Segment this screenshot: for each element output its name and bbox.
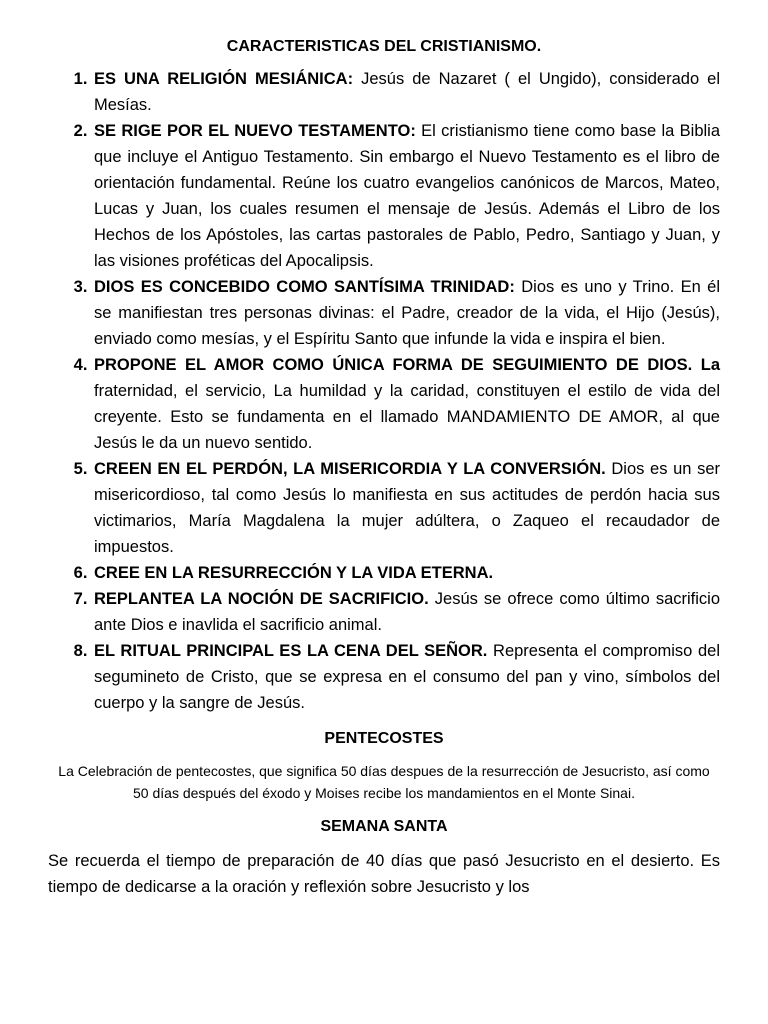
item-heading: SE RIGE POR EL NUEVO TESTAMENTO: <box>94 122 416 140</box>
list-item <box>92 456 720 560</box>
item-heading: REPLANTEA LA NOCIÓN DE SACRIFICIO. <box>94 590 429 608</box>
item-heading: EL RITUAL PRINCIPAL ES LA CENA DEL SEÑOR. <box>94 642 488 660</box>
item-body: fraternidad, el servicio, La humildad y la caridad, constituyen el estilo de vida del creyente. Esto se fundamenta en el llamado MANDAMIENTO DE AMOR, al que Jesús le da un nuevo sentido. <box>94 382 720 452</box>
item-body: Jesús de Nazaret ( el Ungido), considerado el Mesías. <box>94 70 720 114</box>
item-body: Dios es uno y Trino. En él se manifiestan tres personas divinas: el Padre, creador de la vida, el Hijo (Jesús), enviado como mesías, y el Espíritu Santo que infunde la vida e inspira el bien. <box>94 278 720 348</box>
item-heading: PROPONE EL AMOR COMO ÚNICA FORMA DE SEGUIMIENTO DE DIOS. La <box>94 356 720 374</box>
document-title: CARACTERISTICAS DEL CRISTIANISMO. <box>226 38 542 55</box>
characteristics-list <box>48 66 720 716</box>
item-body: Dios es un ser misericordioso, tal como Jesús lo manifiesta en sus actitudes de perdón hacia sus victimarios, María Magdalena la mujer adúltera, o Zaqueo el recaudador de impuestos. <box>94 460 720 556</box>
semana-santa-paragraph: Se recuerda el tiempo de preparación de 40 días que pasó Jesucristo en el desierto. Es tiempo de dedicarse a la oración y reflexión sobre Jesucristo y los <box>48 852 720 896</box>
item-body: Representa el compromiso del segumineto de Cristo, que se expresa en el consumo del pan y vino, símbolos del cuerpo y la sangre de Jesús. <box>94 642 720 712</box>
item-heading: ES UNA RELIGIÓN MESIÁNICA: <box>94 70 354 88</box>
item-body: Jesús se ofrece como último sacrificio ante Dios e inavlida el sacrificio animal. <box>94 590 720 634</box>
pentecostes-title: PENTECOSTES <box>324 730 444 747</box>
list-item <box>92 560 720 586</box>
item-heading: DIOS ES CONCEBIDO COMO SANTÍSIMA TRINIDAD: <box>94 278 515 296</box>
list-item <box>92 352 720 456</box>
pentecostes-paragraph: La Celebración de pentecostes, que significa 50 días despues de la resurrección de Jesucristo, así como 50 días después del éxodo y Moises recibe los mandamientos en el Monte Sinai. <box>58 763 710 801</box>
list-item <box>92 66 720 118</box>
item-heading: CREE EN LA RESURRECCIÓN Y LA VIDA ETERNA. <box>94 564 494 582</box>
list-item <box>92 638 720 716</box>
list-item <box>92 118 720 274</box>
semana-santa-title: SEMANA SANTA <box>320 818 448 835</box>
item-body: El cristianismo tiene como base la Biblia que incluye el Antiguo Testamento. Sin embargo el Nuevo Testamento es el libro de orientación fundamental. Reúne los cuatro evangelios canónicos de Marcos, Mateo, Lucas y Juan, los cuales resumen el mensaje de Jesús. Además el Libro de los Hechos de los Apóstoles, las cartas pastorales de Pablo, Pedro, Santiago y Juan, y las visiones proféticas del Apocalipsis. <box>94 122 721 270</box>
list-item <box>92 274 720 352</box>
list-item <box>92 586 720 638</box>
item-heading: CREEN EN EL PERDÓN, LA MISERICORDIA Y LA CONVERSIÓN. <box>94 460 606 478</box>
